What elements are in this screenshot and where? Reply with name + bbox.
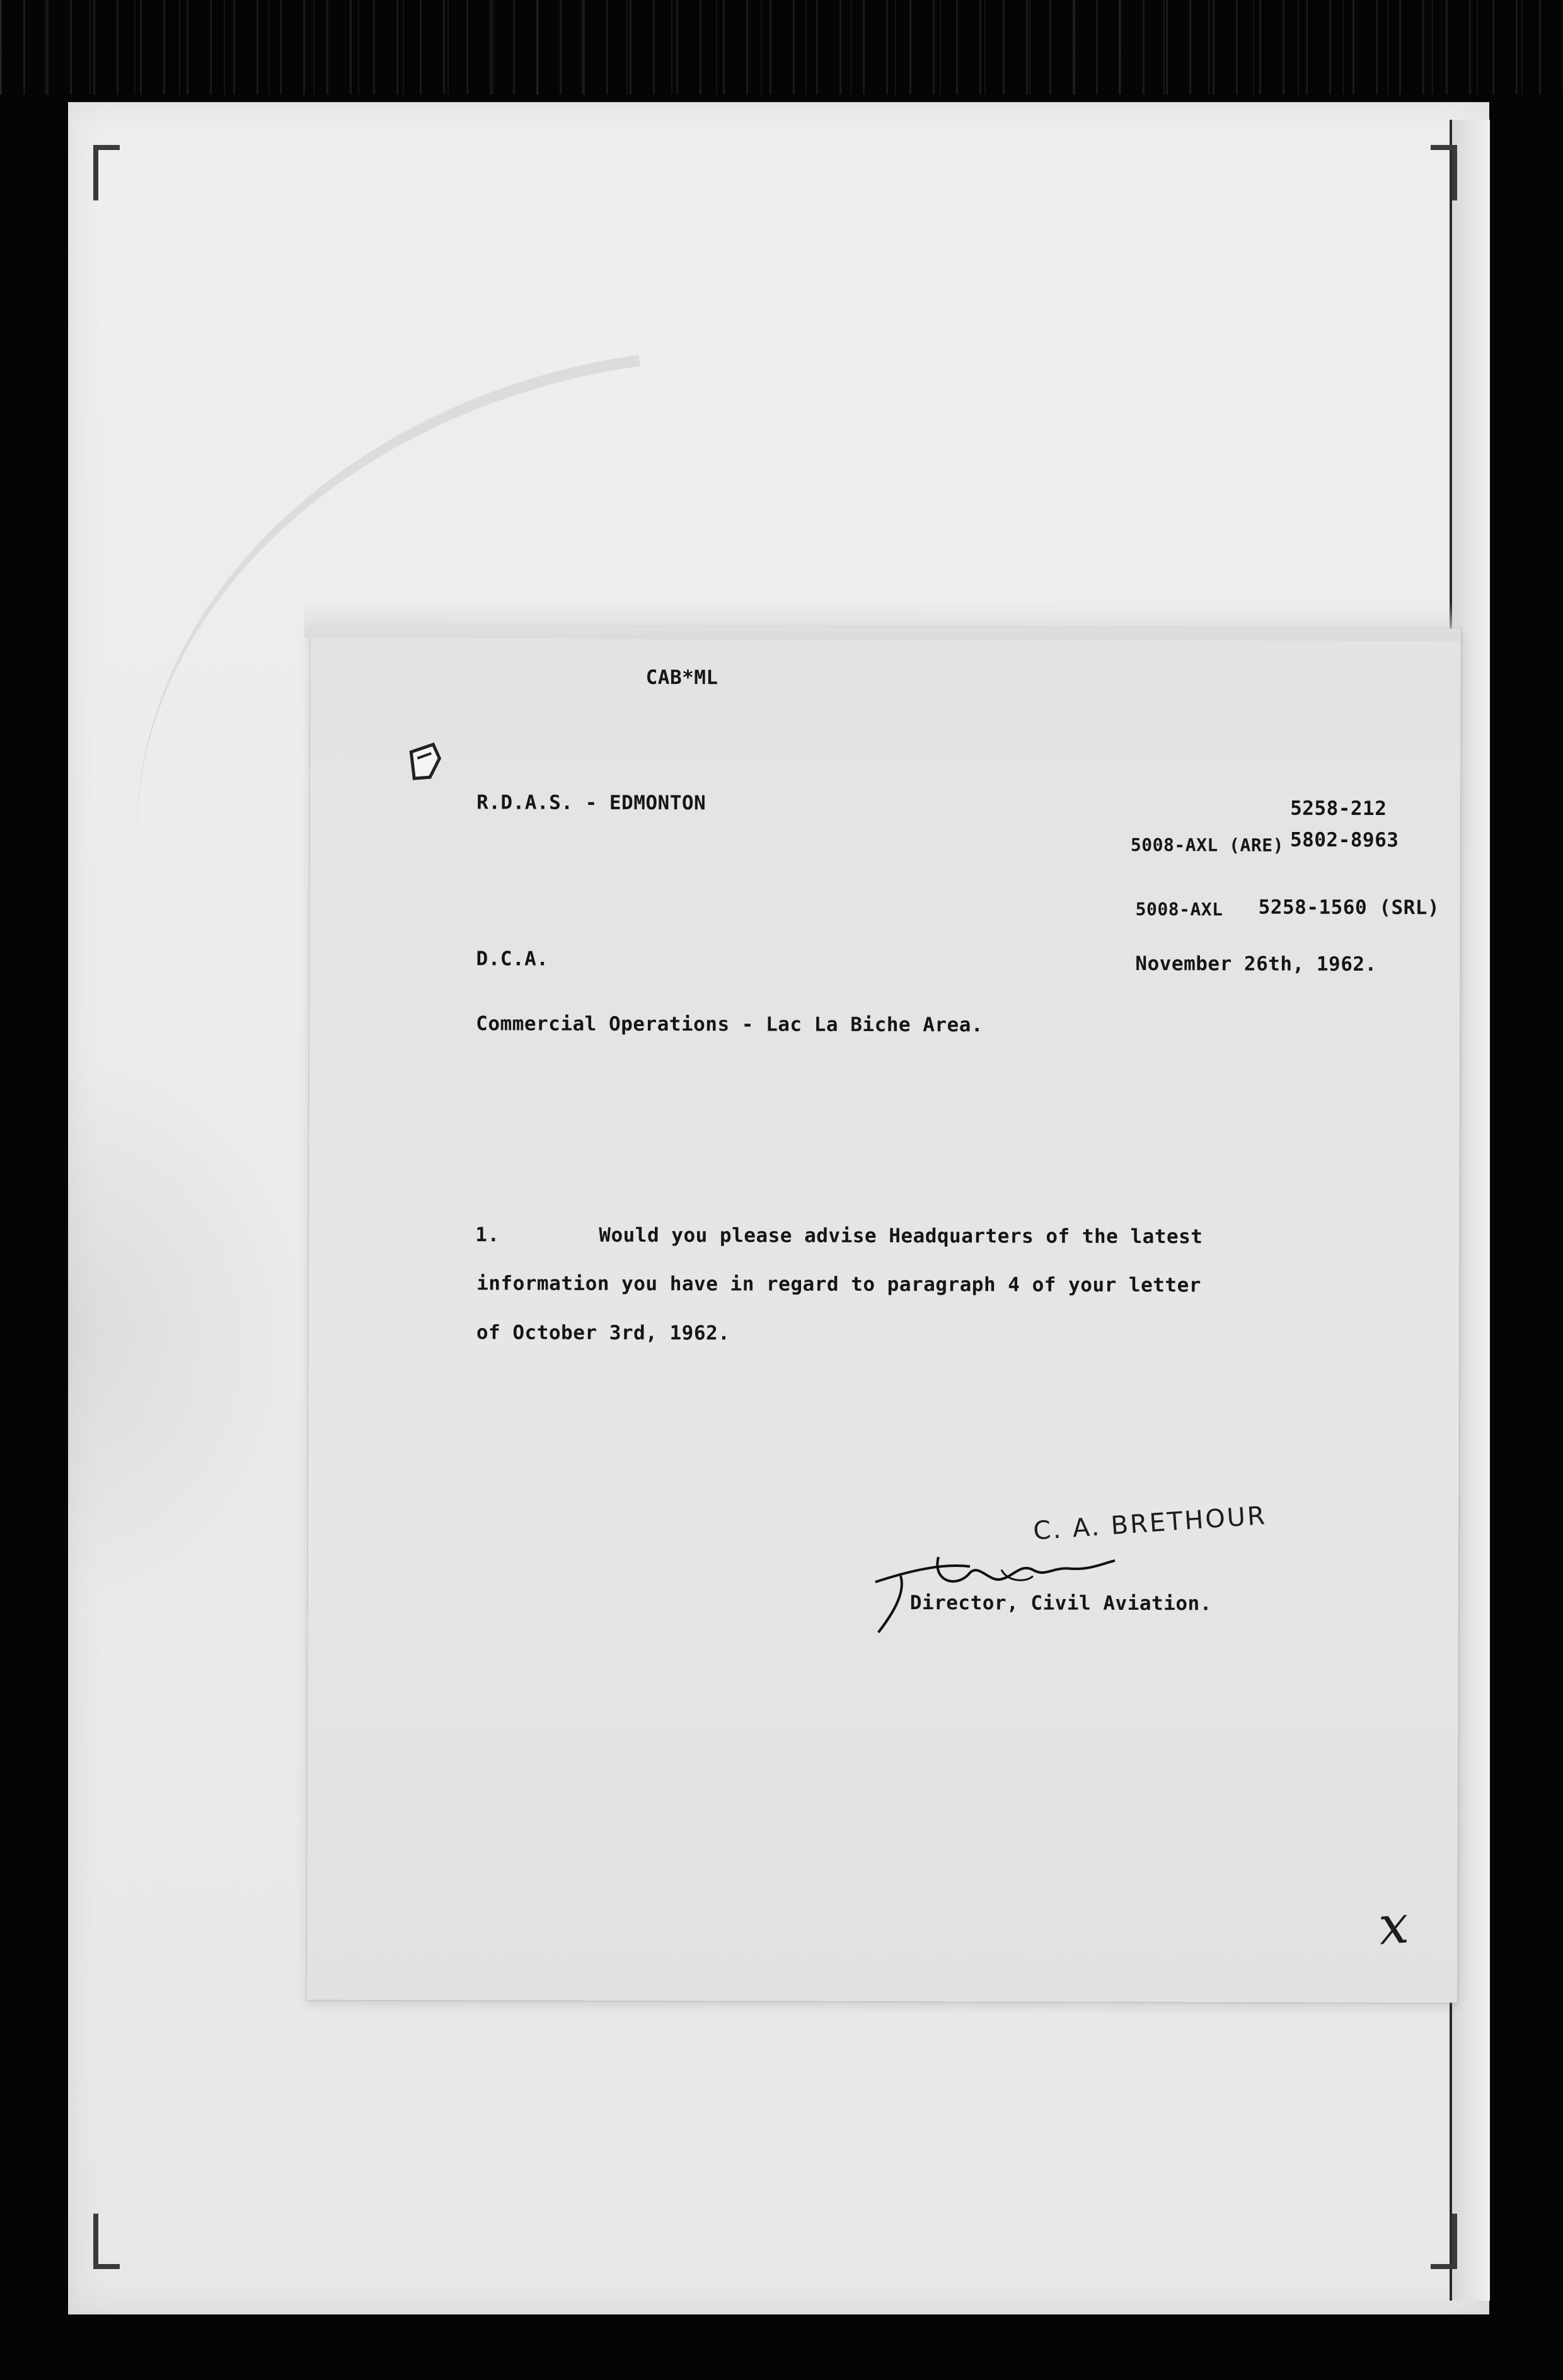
file-ref-3-prefix: 5008-AXL	[1135, 899, 1223, 920]
file-ref-3: 5258-1560 (SRL)	[1258, 896, 1440, 920]
corner-handwritten-mark: x	[1376, 1893, 1411, 1957]
file-ref-2-prefix: 5008-AXL (ARE)	[1130, 835, 1284, 856]
crop-mark-top-right	[1431, 145, 1457, 200]
letter-page	[307, 626, 1461, 2003]
signatory-title: Director, Civil Aviation.	[909, 1591, 1212, 1615]
typist-reference: CAB*ML	[645, 666, 718, 690]
recipient: R.D.A.S. - EDMONTON	[476, 791, 707, 815]
sheet-smudge	[68, 1048, 308, 1615]
signatory-name: C. A. BRETHOUR	[1032, 1501, 1268, 1546]
file-ref-1: 5258-212	[1290, 797, 1387, 821]
body-line-2: information you have in regard to paragraph 4 of your letter	[476, 1272, 1201, 1297]
letter-date: November 26th, 1962.	[1135, 952, 1377, 976]
film-strip-noise	[0, 0, 1563, 95]
crop-mark-top-left	[93, 145, 120, 200]
paper-clip-mark	[405, 739, 449, 790]
sender: D.C.A.	[476, 947, 549, 971]
crop-mark-bottom-left	[93, 2214, 120, 2269]
crop-mark-bottom-right	[1431, 2214, 1457, 2269]
body-line-3: of October 3rd, 1962.	[476, 1321, 730, 1345]
subject-line: Commercial Operations - Lac La Biche Area.	[476, 1012, 984, 1037]
file-ref-2: 5802-8963	[1289, 828, 1399, 852]
body-line-1: Would you please advise Headquarters of the latest	[599, 1223, 1203, 1249]
paragraph-number: 1.	[475, 1223, 500, 1247]
